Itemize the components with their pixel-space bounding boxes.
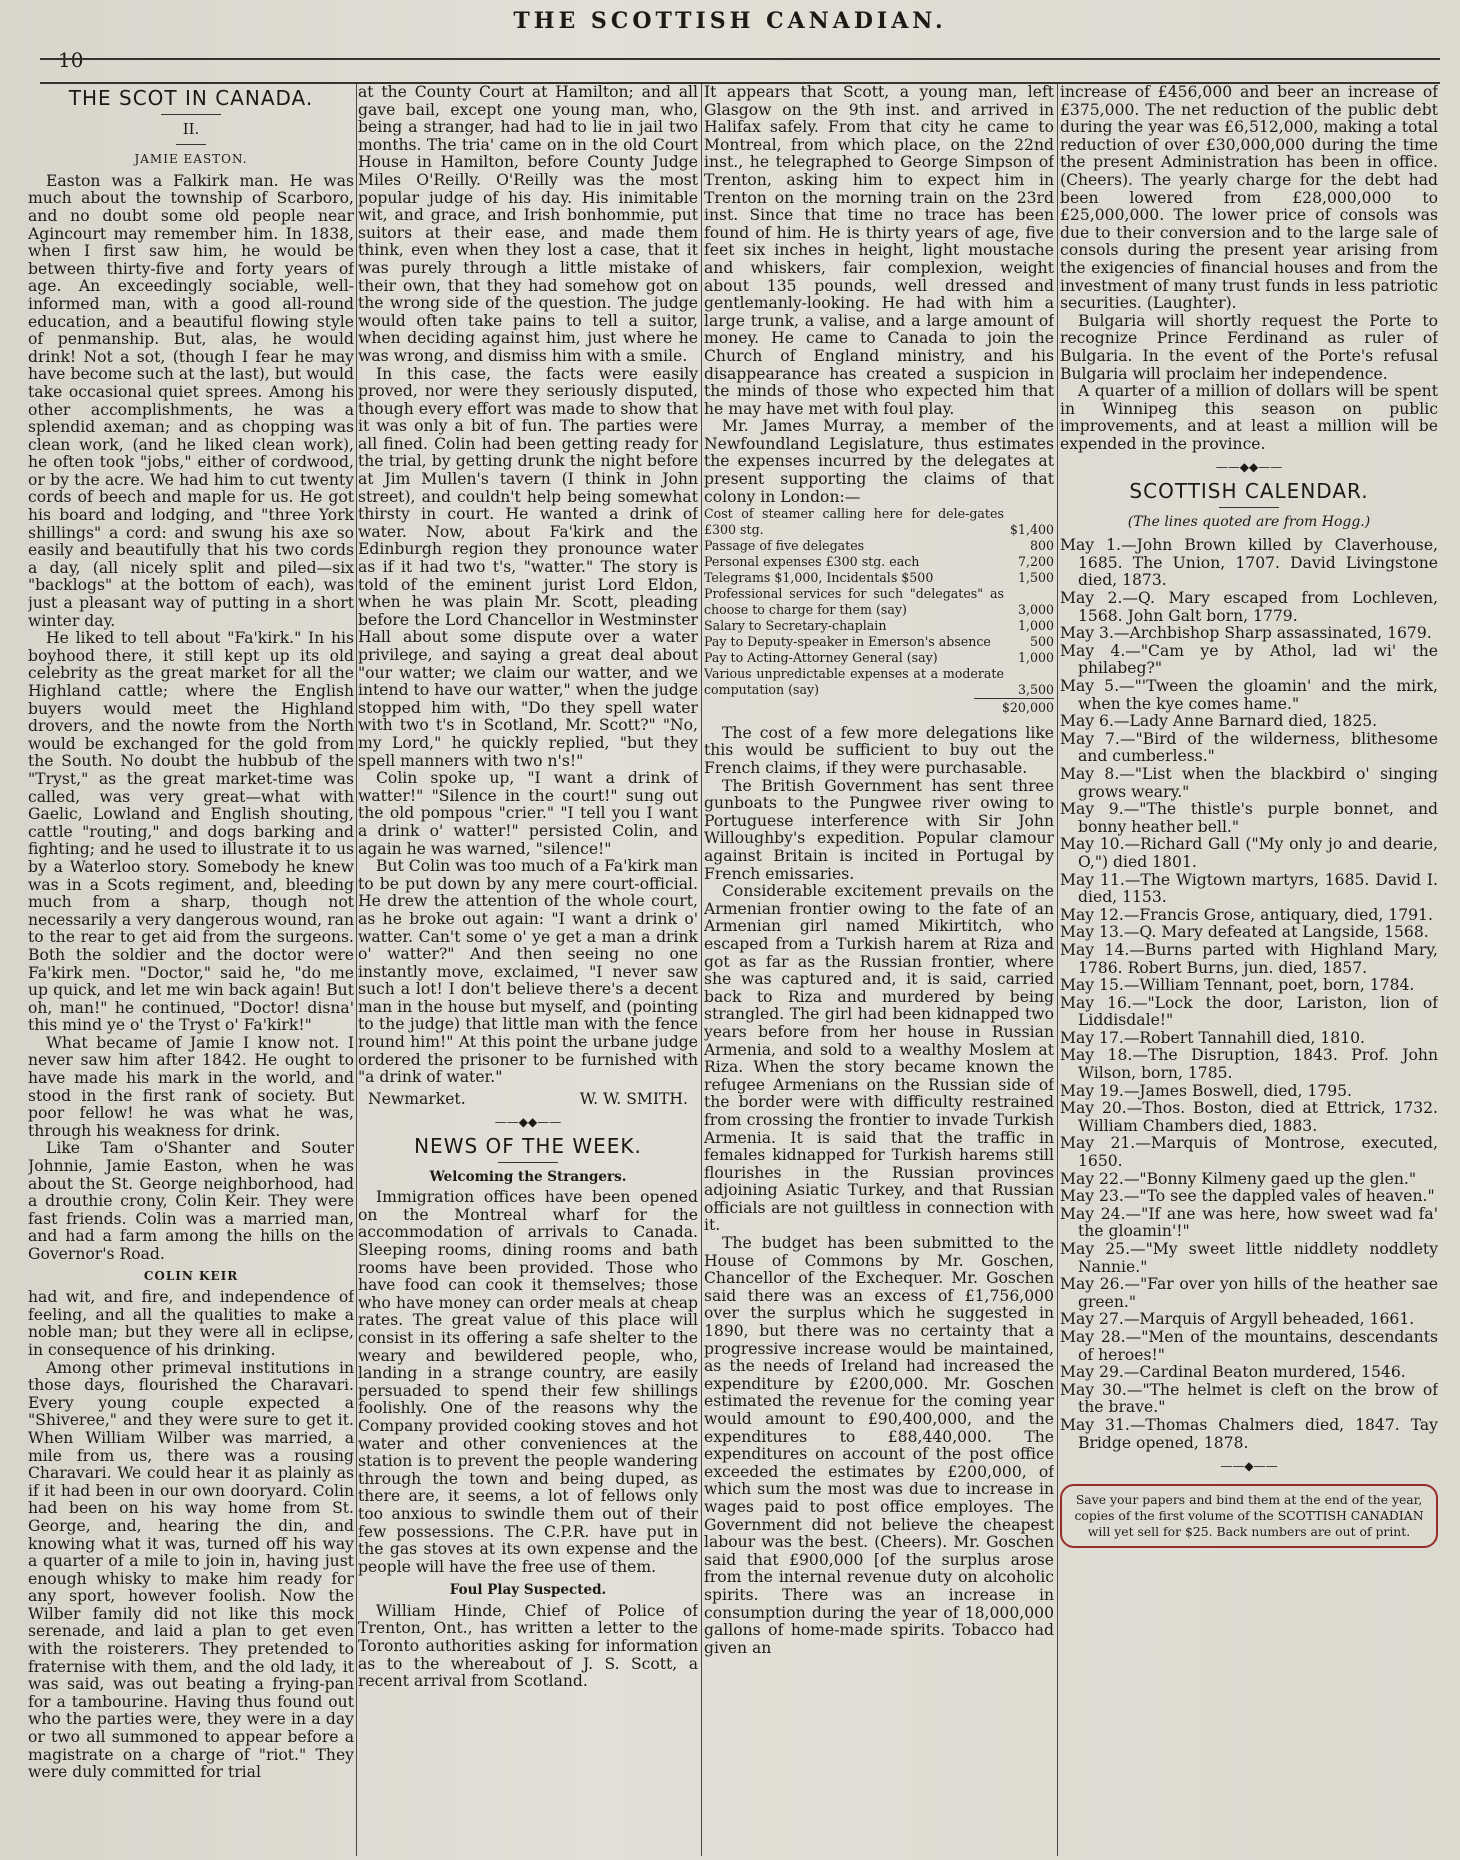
list-item: May 7.—"Bird of the wilderness, blithesome and cumberless."	[1060, 729, 1438, 766]
paragraph: It appears that Scott, a young man, left Glasgow on the 9th inst. and arrived in Halifax safely. From that city he came to Montreal, from which place, on the 22nd inst., he telegraphed to George Simpson of Trenton, asking him to expect him in Trenton on the morning train on the 23rd inst. Since that time no trace has been found of him. He is thirty years of age, five feet six inches in height, light moustache and whiskers, fair complexion, weight about 135 pounds, well dressed and gentlemanly-looking. He had with him a large trunk, a valise, and a large amount of money. He came to Canada to join the Church of England ministry, and his disappearance has created a suspicion in the minds of those who expected him that he may have met with foul play.	[704, 84, 1054, 418]
paragraph: The cost of a few more delegations like this would be sufficient to buy out the French claims, if they were purchasable.	[704, 723, 1054, 778]
list-item: May 25.—"My sweet little niddlety noddlety Nannie."	[1060, 1240, 1438, 1276]
expense-item: Passage of five delegates	[704, 538, 865, 554]
paragraph: He liked to tell about "Fa'kirk." In his boyhood there, it still kept up its old celebrity as the great market for all the Highland cattle; where the English buyers would meet the Highland drovers, and the nowte from the North would be exchanged for the gold from the South. No doubt the hubbub of the "Tryst," as the great market-time was called, was very great—what with Gaelic, Lowland and English shouting, cattle "routing," and dogs barking and fighting; and he used to illustrate it to us by a Waterloo story. Somebody he knew was in a Scots regiment, and, bleeding much from a sharp, though not necessarily a very dangerous wound, ran to the rear to get aid from the surgeons. Both the soldier and the doctor were Fa'kirk men. "Doctor," said he, "do me up quick, and let me win back again! But oh, man!" he continued, "Doctor! disna' this mind ye o' the Tryst o' Fa'kirk!"	[28, 629, 354, 1035]
list-item: May 18.—The Disruption, 1843. Prof. John Wilson, born, 1785.	[1060, 1046, 1438, 1083]
table-row	[704, 538, 1054, 554]
list-item: May 14.—Burns parted with Highland Mary, 1786. Robert Burns, jun. died, 1857.	[1060, 940, 1438, 977]
article-byline: JAMIE EASTON.	[134, 152, 248, 167]
list-item: May 30.—"The helmet is cleft on the brow of the brave."	[1060, 1380, 1438, 1417]
table-row	[704, 554, 1054, 570]
paragraph: The British Government has sent three gunboats to the Pungwee river owing to Portuguese interference with Sir John Willoughby's expedition. Popular clamour against Britain is incited in Portugal by French emissaries.	[704, 776, 1054, 883]
list-item: May 1.—John Brown killed by Claverhouse, 1685. The Union, 1707. David Livingstone died, 1873.	[1060, 536, 1438, 590]
paragraph: Considerable excitement prevails on the Armenian frontier owing to the fate of an Armenian girl named Mikirtitch, who escaped from a Turkish harem at Riza and got as far as the Russian frontier, where she was captured and, it is said, carried back to Riza and murdered by being strangled. The girl had been kidnapped two years before from her house in Russian Armenia, and sold to a wealthy Moslem at Riza. When the story became known the refugee Armenians on the Russian side of the border were with difficulty restrained from crossing the frontier to invade Turkish Armenia. It is said that the traffic in females kidnapped for Turkish harems still flourishes in the Russian provinces adjoining Asiatic Turkey, and that Russian officials are not guiltless in connection with it.	[704, 882, 1054, 1235]
paragraph: Immigration offices have been opened on the Montreal wharf for the accommodation of arrivals to Canada. Sleeping rooms, dining rooms and bath rooms have been provided. Those who have food can cook it themselves; those who have money can order meals at cheap rates. The great value of this place will consist in its offering a safe shelter to the weary and bewildered people, who, landing in a strange country, are easily persuaded to spend their few shillings foolishly. One of the reasons why the Company provided cooking stoves and hot water and other conveniences at the station is to prevent the people wandering through the town and being duped, as there are, it seems, a lot of fellows only too anxious to swindle them out of their few possessions. The C.P.R. have put in the gas stoves at its own expense and the people will have the free use of them.	[358, 1188, 698, 1576]
title-rule	[1219, 507, 1279, 508]
expense-item: Various unpredictable expenses at a moderate computation (say)	[704, 666, 1004, 698]
expense-item: Professional services for such "delegates" as choose to charge for them (say)	[704, 586, 1004, 618]
paragraph: The budget has been submitted to the House of Commons by Mr. Goschen, Chancellor of the Exchequer. Mr. Goschen said there was an excess of £1,756,000 over the surplus which he suggested in 1890, but there was no certainty that a progressive increase would be maintained, as the needs of Ireland had increased the expenditure by £200,000. Mr. Goschen estimated the revenue for the coming year would amount to £90,400,000, and the expenditures to £88,440,000. The expenditures on account of the post office exceeded the estimates by £200,000, of which sum the most was due to increase in wages paid to post office employes. The Government did not believe the cheapest labour was the best. (Cheers). Mr. Goschen said that £900,000 [of the surplus arose from the internal revenue duty on alcoholic spirits. There was an increase in consumption during the year of 18,000,000 gallons of home-made spirits. Tobacco had given an	[704, 1234, 1054, 1657]
expense-amount: 1,500	[1017, 570, 1054, 586]
column-4	[1060, 84, 1438, 1854]
list-item: May 11.—The Wigtown martyrs, 1685. David I. died, 1153.	[1060, 870, 1438, 907]
list-item: May 6.—Lady Anne Barnard died, 1825.	[1060, 712, 1378, 731]
list-item: May 24.—"If ane was here, how sweet wad fa' the gloamin'!"	[1060, 1204, 1438, 1241]
article-part: II.	[182, 119, 200, 138]
table-row	[704, 586, 1054, 618]
paragraph: had wit, and fire, and independence of feeling, and all the qualities to make a noble man; but they were all in eclipse, in consequence of his drinking.	[28, 1288, 354, 1359]
paragraph: increase of £456,000 and beer an increase of £375,000. The net reduction of the public debt during the year was £6,512,000, making a total reduction of over £30,000,000 during the time the present Administration has been in office. (Cheers). The yearly charge for the debt had been lowered from £28,000,000 to £25,000,000. The lower price of consols was due to their conversion and to the large sale of consols during the present year arising from the exigencies of financial houses and from the investment of many trust funds in less patriotic securities. (Laughter).	[1060, 84, 1438, 313]
paragraph: Easton was a Falkirk man. He was much about the township of Scarboro, and no doubt some old people near Agincourt may remember him. In 1838, when I first saw him, he would be between thirty-five and forty years of age. An exceedingly sociable, well-informed man, with a good all-round education, and a beautiful flowing style of penmanship. But, alas, he would drink! Not a sot, (though I fear he may have become such at the last), but would take occasional quiet sprees. Among his other accomplishments, he was a splendid axeman; and as chopping was clean work, (and he liked clean work), he often took "jobs," either of cordwood, or by the acre. We had him to cut twenty cords of beech and maple for us. He got his board and lodging, and "three York shillings" a cord: and swung his axe so easily and beautifully that his two cords a day, (all nicely split and piled—six "backlogs" at the bottom of each), was just a pleasant way of putting in a short winter day.	[28, 171, 354, 630]
paragraph: Colin spoke up, "I want a drink of watter!" "Silence in the court!" sung out the old pompous "crier." "I tell you I want a drink o' watter!" persisted Colin, and again he was warned, "silence!"	[358, 769, 698, 858]
ornament: ——◆——	[1220, 1459, 1278, 1474]
list-item: May 16.—"Lock the door, Lariston, lion of Liddisdale!"	[1060, 993, 1438, 1030]
expense-amount: 800	[1029, 538, 1054, 554]
paragraph: Among other primeval institutions in those days, flourished the Charavari. Every young couple expected a "Shiveree," and they were sure to get it. When William Wilber was married, a mile from us, there was a rousing Charavari. We could hear it as plainly as if it had been in our own dooryard. Colin had been on his way home from St. George, and, hearing the din, and knowing what it was, turned off his way a quarter of a mile to join in, having just enough whisky to make him ready for any sport, however foolish. Now the Wilber family did not like this mock serenade, and laid a plan to get even with the roisterers. They pretended to fraternise with them, and the old lady, it was said, was out beating a frying-pan for a tambourine. Having thus found out who the parties were, they were in a day or two all summoned to appear before a magistrate on a charge of "riot." They were duly committed for trial	[28, 1358, 354, 1782]
table-row	[704, 666, 1054, 698]
paragraph: What became of Jamie I know not. I never saw him after 1842. He ought to have made his mark in the world, and stood in the first rank of society. But poor fellow! he was what he was, through his weakness for drink.	[28, 1033, 354, 1140]
expense-amount: 1,000	[1017, 650, 1054, 666]
expense-amount: 7,200	[1017, 554, 1054, 570]
list-item: May 5.—"'Tween the gloamin' and the mirk, when the kye comes hame."	[1060, 677, 1438, 713]
expenses-table	[704, 506, 1054, 698]
column-divider	[701, 84, 702, 1856]
table-row	[704, 650, 1054, 666]
paragraph: at the County Court at Hamilton; and all gave bail, except one young man, who, being a stranger, had had to lie in jail two months. The tria' came on in the old Court House in Hamilton, before County Judge Miles O'Reilly. O'Reilly was the most popular judge of his day. His inimitable wit, and grace, and Irish bonhommie, put suitors at their ease, and made them think, even when they lost a case, that it was purely through a little mistake of their own, that they had somehow got on the wrong side of the question. The judge would often take pains to tell a suitor, when deciding against him, just where he was wrong, and dismiss him with a smile.	[358, 84, 698, 365]
list-item: May 20.—Thos. Boston, died at Ettrick, 1732. William Chambers died, 1883.	[1060, 1099, 1438, 1135]
list-item: May 17.—Robert Tannahill died, 1810.	[1060, 1028, 1366, 1047]
list-item: May 31.—Thomas Chalmers died, 1847. Tay Bridge opened, 1878.	[1060, 1415, 1438, 1452]
list-item: May 28.—"Men of the mountains, descendants of heroes!"	[1060, 1327, 1438, 1364]
column-divider	[1057, 84, 1058, 1856]
expense-amount: $1,400	[1009, 522, 1054, 538]
title-rule	[161, 114, 221, 115]
list-item: May 21.—Marquis of Montrose, executed, 1650.	[1060, 1134, 1438, 1171]
signature	[358, 1091, 698, 1109]
masthead: THE SCOTTISH CANADIAN.	[513, 8, 947, 34]
list-item: May 22.—"Bonny Kilmeny gaed up the glen."	[1060, 1169, 1417, 1188]
list-item: May 9.—"The thistle's purple bonnet, and bonny heather bell."	[1060, 800, 1438, 836]
expense-amount: 1,000	[1017, 618, 1054, 634]
list-item: May 12.—Francis Grose, antiquary, died, 1791.	[1060, 905, 1433, 924]
paragraph: Bulgaria will shortly request the Porte to recognize Prince Ferdinand as ruler of Bulgaria. In the event of the Porte's refusal Bulgaria will proclaim her independence.	[1060, 311, 1438, 383]
expense-amount: 3,000	[1017, 602, 1054, 618]
list-item: May 27.—Marquis of Argyll beheaded, 1661.	[1060, 1310, 1415, 1329]
title-rule	[498, 1162, 558, 1163]
signature-name: W. W. SMITH.	[579, 1089, 688, 1108]
ornament: ——◆◆——	[1215, 460, 1283, 475]
expense-item: Telegrams $1,000, Incidentals $500	[704, 570, 934, 586]
paragraph: But Colin was too much of a Fa'kirk man to be put down by any mere court-official. He drew the attention of the whole court, as he broke out again: "I want a drink o' watter. Can't some o' ye get a man a drink o' watter?" And then seeing no one instantly move, exclaimed, "I never saw such a lot! I don't believe there's a decent man in the house but myself, and (pointing to the judge) that little man with the fence round him!" At this point the urbane judge ordered the prisoner to be furnished with "a drink of water."	[358, 857, 698, 1087]
list-item: May 10.—Richard Gall ("My only jo and dearie, O,") died 1801.	[1060, 835, 1438, 871]
section-title: NEWS OF THE WEEK.	[414, 1134, 642, 1159]
expense-amount: 3,500	[1017, 682, 1054, 698]
expense-item: Pay to Deputy-speaker in Emerson's absence	[704, 634, 991, 650]
list-item: May 26.—"Far over yon hills of the heather sae green."	[1060, 1275, 1438, 1311]
expense-amount: 500	[1029, 634, 1054, 650]
column-2	[358, 84, 698, 1854]
column-3	[704, 84, 1054, 1854]
paragraph: William Hinde, Chief of Police of Trenton, Ont., has written a letter to the Toronto authorities asking for information as to the whereabout of J. S. Scott, a recent arrival from Scotland.	[358, 1601, 698, 1691]
table-row	[704, 506, 1054, 538]
expense-item: Cost of steamer calling here for dele-gates £300 stg.	[704, 506, 1004, 538]
ornament: ——◆◆——	[494, 1115, 562, 1130]
list-item: May 15.—William Tennant, poet, born, 1784.	[1060, 976, 1415, 995]
paragraph: Like Tam o'Shanter and Souter Johnnie, Jamie Easton, when he was about the St. George neighborhood, had a drouthie crony, Colin Keir. They were fast friends. Colin was a married man, and had a farm among the hills on the Governor's Road.	[28, 1139, 354, 1263]
expense-item: Personal expenses £300 stg. each	[704, 554, 920, 570]
expense-item: Pay to Acting-Attorney General (say)	[704, 650, 938, 666]
paragraph: In this case, the facts were easily proved, nor were they seriously disputed, though every effort was made to show that it was only a bit of fun. The parties were all fined. Colin had been getting ready for the trial, by getting drunk the night before at Jim Mullen's tavern (I think in John street), and couldn't help being somewhat thirsty in court. He wanted a drink of water. Now, about Fa'kirk and the Edinburgh region they pronounce water as if it had two t's, "watter." The story is told of the eminent jurist Lord Eldon, when he was plain Mr. Scott, pleading before the Lord Chancellor in Westminster Hall about some dispute over a water privilege, and saying a great deal about "our watter; we claim our watter, and we intend to have our watter," when the judge stopped him with, "Do they spell water with two t's in Scotland, Mr. Scott?" "No, my Lord," he quickly replied, "but they spell manners with two n's!"	[358, 364, 698, 770]
calendar-list	[1060, 537, 1438, 1452]
paragraph: Mr. James Murray, a member of the Newfoundland Legislature, thus estimates the expenses incurred by the delegates at present supporting the claims of that colony in London:—	[704, 417, 1054, 506]
expense-item: Salary to Secretary-chaplain	[704, 618, 887, 634]
list-item: May 8.—"List when the blackbird o' singing grows weary."	[1060, 764, 1438, 801]
list-item: May 4.—"Cam ye by Athol, lad wi' the philabeg?"	[1060, 641, 1438, 678]
table-row	[704, 634, 1054, 650]
table-row	[704, 618, 1054, 634]
signature-place: Newmarket.	[368, 1089, 466, 1108]
page-number: 10	[58, 48, 84, 72]
section-subhead: COLIN KEIR	[143, 1268, 239, 1283]
expenses-total: $20,000	[974, 698, 1054, 717]
list-item: May 2.—Q. Mary escaped from Lochleven, 1568. John Galt born, 1779.	[1060, 589, 1438, 625]
part-rule	[176, 144, 206, 145]
column-1	[28, 84, 354, 1854]
table-row	[704, 570, 1054, 586]
article-title: THE SCOT IN CANADA.	[68, 86, 314, 110]
calendar-note: (The lines quoted are from Hogg.)	[1127, 513, 1371, 530]
news-subhead: Welcoming the Strangers.	[429, 1168, 627, 1185]
paragraph: A quarter of a million of dollars will be spent in Winnipeg this season on public improvements, and at least a million will be expended in the province.	[1060, 382, 1438, 453]
column-divider	[356, 84, 357, 1856]
subscription-note: Save your papers and bind them at the end of the year, copies of the first volume of the SCOTTISH CANADIAN will yet sell for $25. Back numbers are out of print.	[1060, 1484, 1438, 1548]
list-item: May 23.—"To see the dappled vales of heaven."	[1060, 1187, 1435, 1206]
list-item: May 29.—Cardinal Beaton murdered, 1546.	[1060, 1363, 1406, 1382]
list-item: May 13.—Q. Mary defeated at Langside, 1568.	[1060, 923, 1429, 942]
news-subhead: Foul Play Suspected.	[449, 1582, 607, 1599]
list-item: May 3.—Archbishop Sharp assassinated, 1679.	[1060, 624, 1432, 643]
top-rule	[40, 58, 1440, 60]
calendar-title: SCOTTISH CALENDAR.	[1129, 479, 1369, 504]
list-item: May 19.—James Boswell, died, 1795.	[1060, 1081, 1352, 1100]
